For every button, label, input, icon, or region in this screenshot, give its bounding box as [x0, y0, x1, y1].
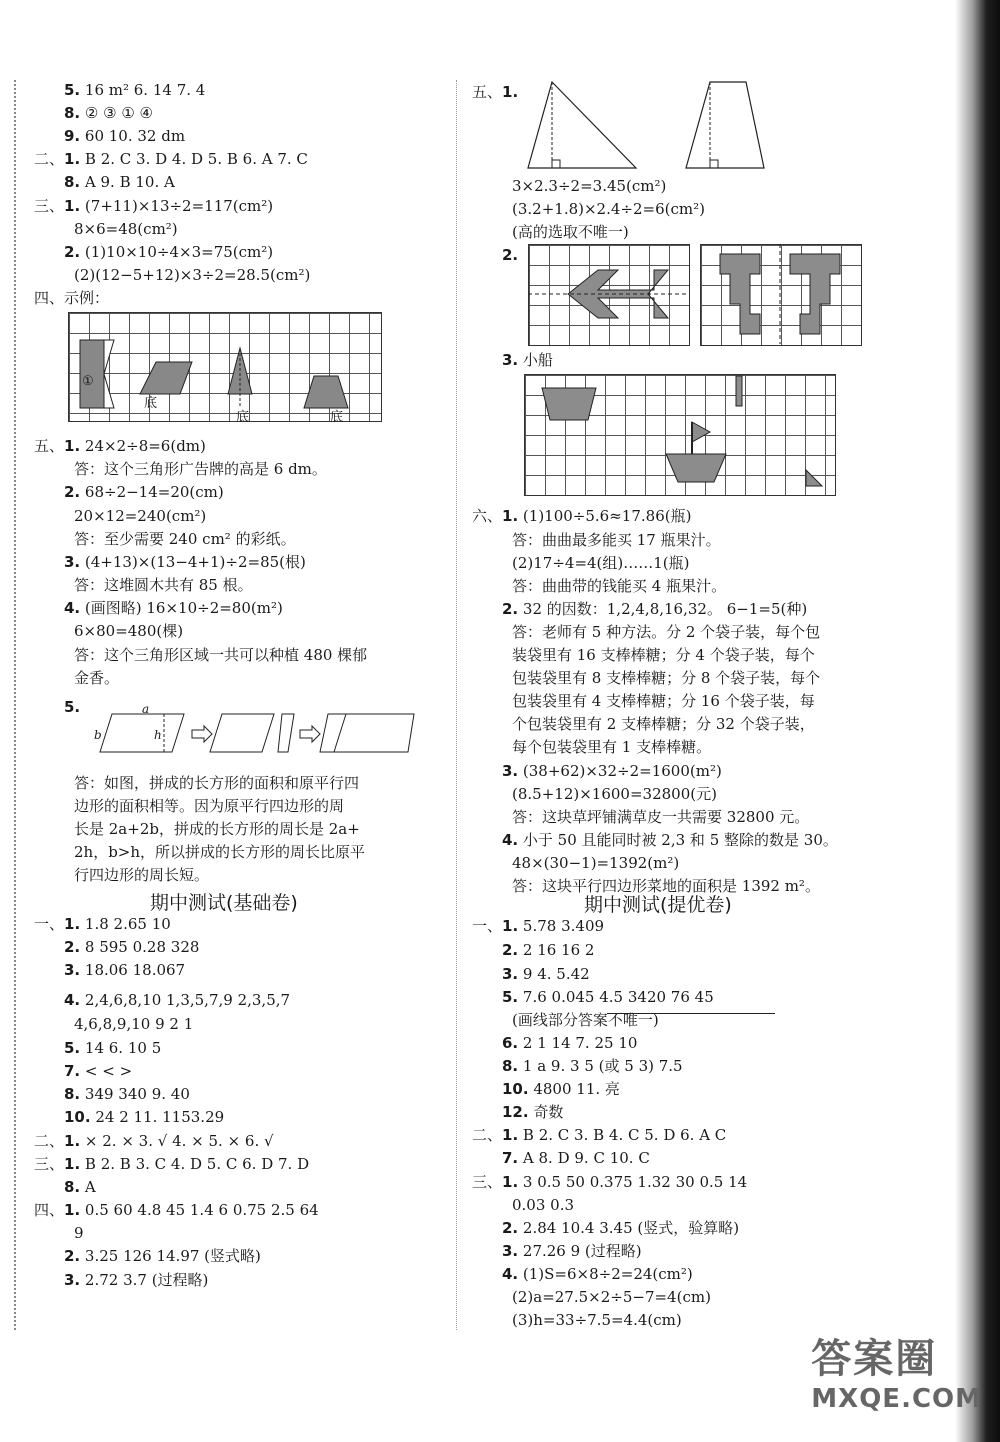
answer-text: 金香。: [74, 669, 120, 687]
left-line: [34, 149, 308, 169]
left-line: [64, 1084, 190, 1104]
question-number: 3.: [502, 1242, 519, 1260]
left-line: [74, 773, 359, 793]
question-number: 5.: [502, 988, 519, 1006]
answer-text: 27.26 9 (过程略): [518, 1242, 642, 1260]
answer-text: 2.72 3.7 (过程略): [80, 1271, 209, 1289]
answer-text: 3 0.5 50 0.375 1.32 30 0.5 14: [518, 1173, 748, 1191]
section-number: 四、: [34, 1201, 65, 1219]
answer-text: 2h，b>h，所以拼成的长方形的周长比原平: [74, 843, 366, 861]
right-line: [502, 987, 714, 1007]
right-line: [502, 1148, 650, 1168]
right-line: [502, 350, 553, 370]
section-number: 三、: [34, 1155, 65, 1173]
section-number: 二、: [34, 150, 65, 168]
question-number: 6.: [502, 1034, 519, 1052]
answer-text: (3.2+1.8)×2.4÷2=6(cm²): [512, 200, 705, 218]
question-number: 3.: [502, 351, 519, 369]
right-line: [502, 964, 590, 984]
section-number: 六、: [472, 507, 503, 525]
question-number: 5.: [64, 1039, 81, 1057]
left-line: [74, 842, 365, 862]
question-number: 12.: [502, 1103, 529, 1121]
left-line: [74, 645, 367, 665]
answer-text: (1)S=6×8÷2=24(cm²): [518, 1265, 693, 1283]
watermark-logo: 答案圈: [811, 1336, 938, 1382]
answer-text: 7.6 0.045 4.5 3420 76 45: [518, 988, 714, 1006]
example-label-base-1: 底: [144, 396, 158, 411]
left-line: [74, 459, 327, 479]
answer-text: 答：至少需要 240 cm² 的彩纸。: [74, 530, 296, 548]
right-line: [512, 553, 690, 573]
right-line: [502, 940, 594, 960]
watermark-url: MXQE.COM: [811, 1384, 982, 1414]
section-number: 二、: [472, 1126, 503, 1144]
right-line: [472, 916, 604, 936]
left-line: [64, 1246, 261, 1266]
section-number: 五、: [34, 437, 65, 455]
left-line: [74, 219, 178, 239]
column-separator: [456, 80, 457, 1330]
label-a: a: [142, 702, 150, 716]
left-line: [64, 1177, 96, 1197]
right-line: [512, 668, 820, 688]
label-b: b: [94, 728, 102, 742]
left-line: [74, 1223, 84, 1243]
answer-text: 2,4,6,8,10 1,3,5,7,9 2,3,5,7: [80, 991, 291, 1009]
question-number: 1.: [64, 150, 81, 168]
question-number: 3.: [502, 762, 519, 780]
question-number: 8.: [64, 173, 81, 191]
section-title-advanced: 期中测试(提优卷): [584, 894, 732, 916]
answer-text: A 8. D 9. C 10. C: [518, 1149, 650, 1167]
left-line: [74, 575, 253, 595]
answer-text: (4+13)×(13−4+1)÷2=85(根): [80, 553, 306, 571]
answer-text: A 9. B 10. A: [80, 173, 175, 191]
right-line: [512, 199, 705, 219]
left-line: [34, 1131, 274, 1151]
question-number: 4.: [502, 1265, 519, 1283]
left-line: [74, 529, 296, 549]
answer-text: 答：这个三角形广告牌的高是 6 dm。: [74, 460, 327, 478]
answer-text: 长是 2a+2b，拼成的长方形的周长是 2a+: [74, 820, 360, 838]
watermark: [811, 1327, 982, 1414]
answer-text: 2 16 16 2: [518, 941, 595, 959]
right-line: [512, 784, 717, 804]
right-line: [502, 1056, 683, 1076]
right-line: [512, 645, 815, 665]
question-number: 7.: [502, 1149, 519, 1167]
answer-text: (38+62)×32÷2=1600(m²): [518, 762, 722, 780]
right-line: [512, 714, 815, 734]
answer-text: 1.8 2.65 10: [80, 915, 171, 933]
left-line: [34, 1154, 309, 1174]
right-line: [512, 176, 666, 196]
question-number: 4.: [64, 991, 81, 1009]
right-line: [512, 737, 711, 757]
answer-text: 9: [74, 1224, 84, 1242]
right-line: [472, 506, 691, 526]
section-number: 一、: [472, 917, 503, 935]
right-line: [502, 245, 518, 265]
answer-text: 2.84 10.4 3.45 (竖式，验算略): [518, 1219, 740, 1237]
question-number: 3.: [502, 965, 519, 983]
answer-text: 2 1 14 7. 25 10: [518, 1034, 638, 1052]
triangle-trapezoid: [520, 78, 770, 174]
question-number: 1.: [64, 915, 81, 933]
answer-text: (2)17÷4=4(组)……1(瓶): [512, 554, 690, 572]
question-number: 8.: [64, 1178, 81, 1196]
question-number: 2.: [64, 243, 81, 261]
question-number: 8.: [502, 1057, 519, 1075]
answer-text: 3×2.3÷2=3.45(cm²): [512, 177, 667, 195]
right-line: [512, 691, 815, 711]
answer-text: (高的选取不唯一): [512, 223, 629, 241]
question-number: 2.: [502, 246, 519, 264]
answer-text: 8×6=48(cm²): [74, 220, 178, 238]
answer-text: 答：如图，拼成的长方形的面积和原平行四: [74, 774, 360, 792]
answer-text: 68÷2−14=20(cm): [80, 483, 224, 501]
question-number: 8.: [64, 104, 81, 122]
answer-text: ② ③ ① ④: [80, 104, 154, 122]
answer-text: 20×12=240(cm²): [74, 507, 207, 525]
left-line: [64, 1270, 208, 1290]
left-line: [64, 103, 153, 123]
left-line: [74, 819, 360, 839]
answer-text: 每个包装袋里有 1 支棒棒糖。: [512, 738, 712, 756]
left-line: [64, 598, 283, 618]
left-line: [74, 865, 209, 885]
right-line: [512, 1310, 682, 1330]
question-number: 5.: [64, 698, 81, 716]
answer-text: < < >: [80, 1062, 133, 1080]
answer-text: B 2. B 3. C 4. D 5. C 6. D 7. D: [80, 1155, 310, 1173]
answer-text: 18.06 18.067: [80, 961, 186, 979]
answer-text: 24 2 11. 1153.29: [90, 1108, 225, 1126]
left-line: [64, 242, 273, 262]
answer-text: 小于 50 且能同时被 2,3 和 5 整除的数是 30。: [518, 831, 838, 849]
answer-text: 4800 11. 亮: [528, 1080, 620, 1098]
answer-underline: [607, 1013, 775, 1014]
question-number: 1.: [502, 83, 519, 101]
right-line: [512, 222, 629, 242]
question-number: 4.: [64, 599, 81, 617]
left-line: [64, 960, 185, 980]
answer-text: 答：曲曲带的钱能买 4 瓶果汁。: [512, 577, 727, 595]
answer-text: 349 340 9. 40: [80, 1085, 190, 1103]
left-line: [64, 552, 306, 572]
answer-text: 行四边形的周长短。: [74, 866, 210, 884]
right-line: [502, 1033, 637, 1053]
left-line: [34, 1200, 319, 1220]
example-shapes: [68, 312, 380, 420]
right-line: [472, 1125, 726, 1145]
right-line: [502, 761, 722, 781]
question-number: 2.: [64, 938, 81, 956]
question-number: 1.: [64, 437, 81, 455]
section-number: 四、: [34, 289, 65, 307]
left-line: [74, 621, 183, 641]
question-number: 10.: [64, 1108, 91, 1126]
right-line: [502, 1102, 563, 1122]
scan-edge: [955, 0, 1000, 1442]
section-title-basic: 期中测试(基础卷): [150, 892, 298, 914]
answer-text: 0.5 60 4.8 45 1.4 6 0.75 2.5 64: [80, 1201, 319, 1219]
answer-text: 包装袋里有 4 支棒棒糖；分 16 个袋子装，每: [512, 692, 815, 710]
section-number: 五、: [472, 83, 503, 101]
example-label-base-2: 底: [236, 410, 250, 425]
boat-shapes: [524, 374, 834, 494]
answer-text: 示例：: [64, 289, 110, 307]
answer-text: 4,6,8,9,10 9 2 1: [74, 1015, 194, 1033]
left-line: [64, 1061, 132, 1081]
right-line: [502, 599, 807, 619]
left-line: [64, 80, 205, 100]
example-label-base-3: 底: [330, 410, 344, 425]
right-line: [512, 1287, 711, 1307]
right-line: [502, 1218, 739, 1238]
right-line: [502, 830, 838, 850]
answer-text: (8.5+12)×1600=32800(元): [512, 785, 717, 803]
answer-text: 答：老师有 5 种方法。分 2 个袋子装，每个包: [512, 623, 821, 641]
left-line: [64, 1038, 161, 1058]
section-number: 三、: [34, 197, 65, 215]
answer-text: (3)h=33÷7.5=4.4(cm): [512, 1311, 682, 1329]
answer-text: B 2. C 3. B 4. C 5. D 6. A C: [518, 1126, 727, 1144]
answer-text: 8 595 0.28 328: [80, 938, 200, 956]
left-line: [74, 796, 344, 816]
answer-text: 奇数: [528, 1103, 564, 1121]
question-number: 2.: [64, 1247, 81, 1265]
question-number: 2.: [64, 483, 81, 501]
left-line: [64, 126, 185, 146]
question-number: 9.: [64, 127, 81, 145]
question-number: 1.: [64, 197, 81, 215]
left-line: [34, 288, 109, 308]
question-number: 5.: [64, 81, 81, 99]
left-line: [64, 172, 175, 192]
right-line: [512, 1195, 574, 1215]
question-number: 1.: [502, 917, 519, 935]
section-number: 二、: [34, 1132, 65, 1150]
right-line: [472, 1172, 747, 1192]
question-number: 3.: [64, 961, 81, 979]
section-number: 一、: [34, 915, 65, 933]
answer-text: 5.78 3.409: [518, 917, 605, 935]
arrow-shapes: [528, 244, 688, 344]
left-line: [64, 697, 80, 717]
question-number: 2.: [502, 1219, 519, 1237]
answer-text: 32 的因数：1,2,4,8,16,32。 6−1=5(种): [518, 600, 808, 618]
answer-text: 个包装袋里有 2 支棒棒糖；分 32 个袋子装，: [512, 715, 815, 733]
answer-text: (7+11)×13÷2=117(cm²): [80, 197, 274, 215]
answer-text: 1 a 9. 3 5 (或 5 3) 7.5: [518, 1057, 683, 1075]
answer-text: 答：这个三角形区域一共可以种植 480 棵郁: [74, 646, 368, 664]
question-number: 1.: [502, 1126, 519, 1144]
answer-text: 答：曲曲最多能买 17 瓶果汁。: [512, 531, 721, 549]
answer-text: (2)a=27.5×2÷5−7=4(cm): [512, 1288, 711, 1306]
answer-text: (1)10×10÷4×3=75(cm²): [80, 243, 274, 261]
left-line: [34, 436, 206, 456]
answer-text: 60 10. 32 dm: [80, 127, 186, 145]
question-number: 1.: [64, 1201, 81, 1219]
answer-text: 装袋里有 16 支棒棒糖；分 4 个袋子装，每个: [512, 646, 815, 664]
answer-text: 答：这块草坪铺满草皮一共需要 32800 元。: [512, 808, 810, 826]
left-line: [74, 668, 119, 688]
answer-text: 0.03 0.3: [512, 1196, 575, 1214]
answer-text: (画图略) 16×10÷2=80(m²): [80, 599, 283, 617]
answer-text: × 2. × 3. √ 4. × 5. × 6. √: [80, 1132, 274, 1150]
answer-text: (2)(12−5+12)×3÷2=28.5(cm²): [74, 266, 311, 284]
answer-text: 6×80=480(棵): [74, 622, 184, 640]
question-number: 2.: [502, 600, 519, 618]
answer-text: 9 4. 5.42: [518, 965, 590, 983]
answer-text: 答：这块平行四边形菜地的面积是 1392 m²。: [512, 877, 820, 895]
left-line: [34, 914, 171, 934]
answer-text: B 2. C 3. D 4. D 5. B 6. A 7. C: [80, 150, 308, 168]
answer-text: 3.25 126 14.97 (竖式略): [80, 1247, 261, 1265]
question-number: 2.: [502, 941, 519, 959]
answer-text: 24×2÷8=6(dm): [80, 437, 206, 455]
right-line: [512, 530, 721, 550]
question-number: 3.: [64, 553, 81, 571]
question-number: 8.: [64, 1085, 81, 1103]
question-number: 1.: [64, 1155, 81, 1173]
question-number: 1.: [502, 1173, 519, 1191]
right-line: [512, 807, 809, 827]
question-number: 1.: [64, 1132, 81, 1150]
right-line: [512, 576, 726, 596]
reflect-shapes: [700, 244, 860, 344]
question-number: 4.: [502, 831, 519, 849]
answer-text: A: [80, 1178, 96, 1196]
binding-dots: [14, 80, 16, 1330]
right-line: [502, 1241, 642, 1261]
section-number: 三、: [472, 1173, 503, 1191]
left-line: [74, 265, 310, 285]
answer-text: 答：这堆圆木共有 85 根。: [74, 576, 253, 594]
answer-text: 14 6. 10 5: [80, 1039, 162, 1057]
left-line: [74, 1014, 193, 1034]
left-line: [64, 937, 199, 957]
right-line: [512, 622, 820, 642]
answer-text: 包装袋里有 8 支棒棒糖；分 8 个袋子装，每个: [512, 669, 821, 687]
right-line: [472, 82, 518, 102]
left-line: [74, 506, 206, 526]
answer-text: (1)100÷5.6≈17.86(瓶): [518, 507, 692, 525]
left-line: [34, 196, 273, 216]
left-line: [64, 990, 290, 1010]
answer-text: 小船: [518, 351, 553, 369]
label-h: h: [154, 728, 162, 742]
right-line: [502, 1079, 620, 1099]
answer-text: 边形的面积相等。因为原平行四边形的周: [74, 797, 345, 815]
question-number: 3.: [64, 1271, 81, 1289]
example-label-circle: ①: [82, 374, 94, 389]
question-number: 1.: [502, 507, 519, 525]
answer-text: 48×(30−1)=1392(m²): [512, 854, 680, 872]
left-line: [64, 482, 224, 502]
right-line: [512, 853, 679, 873]
question-number: 7.: [64, 1062, 81, 1080]
left-line: [64, 1107, 224, 1127]
answer-text: 16 m² 6. 14 7. 4: [80, 81, 206, 99]
right-line: [502, 1264, 693, 1284]
question-number: 10.: [502, 1080, 529, 1098]
answer-text: (画线部分答案不唯一): [512, 1011, 659, 1029]
